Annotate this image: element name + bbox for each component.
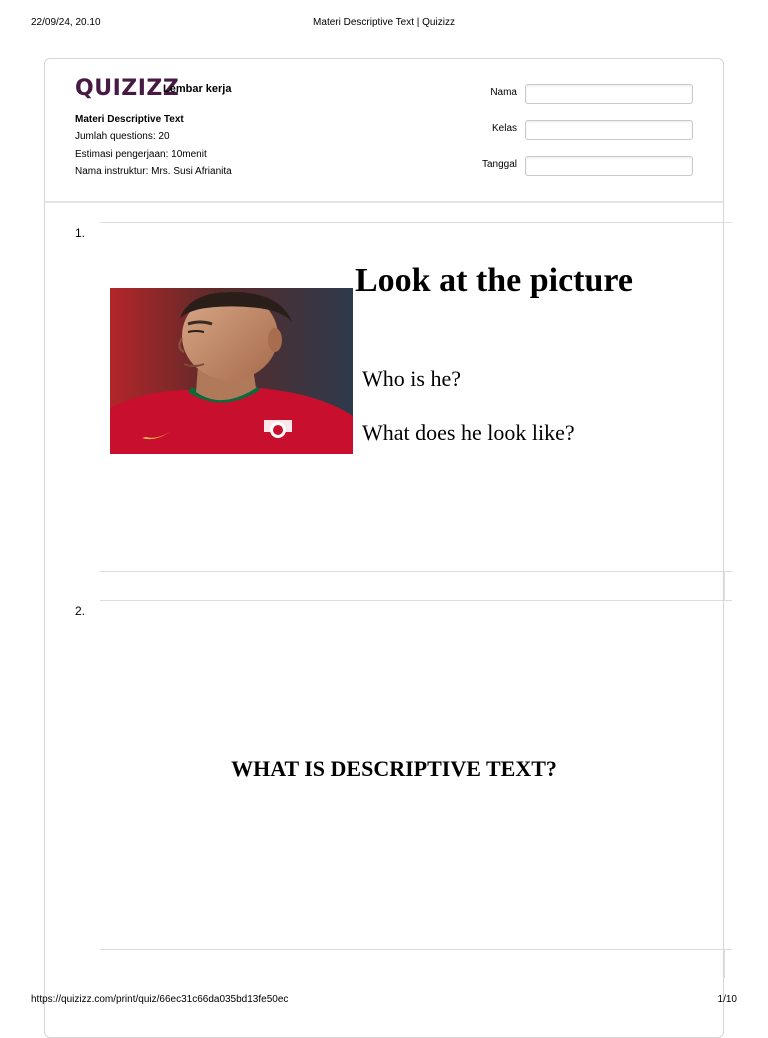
print-page-title: Materi Descriptive Text | Quizizz bbox=[313, 17, 455, 28]
class-label: Kelas bbox=[491, 123, 517, 134]
print-url: https://quizizz.com/print/quiz/66ec31c66da035bd13fe50ec bbox=[31, 994, 289, 1005]
quizizz-logo: QUIZIZZ bbox=[75, 76, 180, 101]
question-2-side-rule bbox=[724, 950, 725, 978]
question-2-heading: WHAT IS DESCRIPTIVE TEXT? bbox=[231, 756, 557, 781]
date-label: Tanggal bbox=[481, 159, 517, 170]
estimate-time: Estimasi pengerjaan: 10menit bbox=[75, 149, 207, 160]
worksheet-label: Lembar kerja bbox=[163, 83, 232, 95]
questions-count: Jumlah questions: 20 bbox=[75, 131, 170, 142]
question-1-line-2: What does he look like? bbox=[362, 420, 575, 445]
question-1-heading: Look at the picture bbox=[355, 262, 633, 299]
question-1-photo bbox=[110, 288, 353, 454]
question-2-top-rule bbox=[100, 600, 732, 601]
worksheet-card bbox=[44, 58, 724, 1038]
quiz-title: Materi Descriptive Text bbox=[75, 114, 184, 125]
date-field[interactable] bbox=[525, 156, 693, 176]
question-1-bottom-rule bbox=[100, 571, 732, 572]
question-1-line-1: Who is he? bbox=[362, 366, 461, 391]
class-field[interactable] bbox=[525, 120, 693, 140]
name-field[interactable] bbox=[525, 84, 693, 104]
print-page-number: 1/10 bbox=[717, 994, 737, 1005]
question-1-top-rule bbox=[100, 222, 732, 223]
instructor-name: Nama instruktur: Mrs. Susi Afrianita bbox=[75, 166, 232, 177]
question-1-number: 1. bbox=[75, 226, 86, 240]
question-2-number: 2. bbox=[75, 604, 86, 618]
print-datetime: 22/09/24, 20.10 bbox=[31, 17, 101, 28]
question-1-side-rule bbox=[724, 572, 725, 600]
question-2-bottom-rule bbox=[100, 949, 732, 950]
header-divider bbox=[45, 201, 723, 203]
name-label: Nama bbox=[490, 87, 517, 98]
